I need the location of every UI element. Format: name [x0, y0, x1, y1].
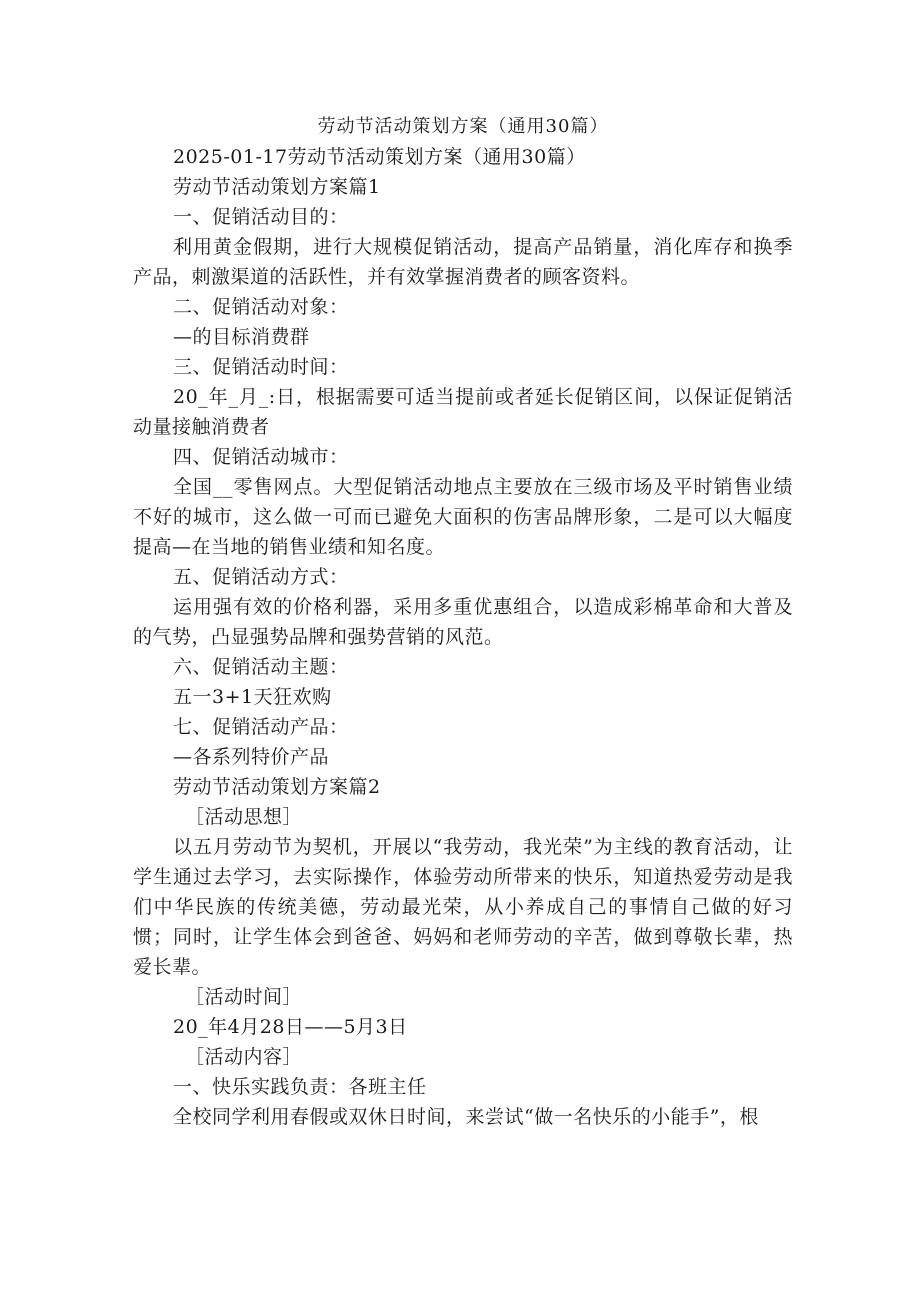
subheading: 四、促销活动城市： [173, 446, 349, 468]
document-body [133, 112, 793, 1132]
section-heading: 劳动节活动策划方案篇1 [173, 176, 381, 198]
subheading: 二、促销活动对象： [173, 296, 349, 318]
subheading: 三、促销活动时间： [173, 356, 349, 378]
paragraph: 五一3+1天狂欢购 [173, 686, 332, 708]
paragraph: 全国__零售网点。大型促销活动地点主要放在三级市场及平时销售业绩不好的城市，这么做一可而已避免大面积的伤害品牌形象，二是可以大幅度提高—在当地的销售业绩和知名度。 [133, 476, 793, 558]
date-line: 2025-01-17劳动节活动策划方案（通用30篇） [173, 146, 586, 168]
subheading: 七、促销活动产品： [173, 716, 349, 738]
paragraph: 利用黄金假期，进行大规模促销活动，提高产品销量，消化库存和换季产品，刺激渠道的活跃性，并有效掌握消费者的顾客资料。 [133, 236, 793, 288]
subheading: 六、促销活动主题： [173, 656, 349, 678]
paragraph: 全校同学利用春假或双休日时间，来尝试“做一名快乐的小能手”，根 [173, 1106, 759, 1128]
paragraph: —的目标消费群 [173, 326, 310, 348]
paragraph: 20_年_月_:日，根据需要可适当提前或者延长促销区间，以保证促销活动量接触消费者 [133, 386, 793, 438]
bracket-heading: ［活动内容］ [185, 1046, 303, 1068]
paragraph: 运用强有效的价格利器，采用多重优惠组合，以造成彩棉革命和大普及的气势，凸显强势品牌和强势营销的风范。 [133, 596, 793, 648]
document-title: 劳动节活动策划方案（通用30篇） [317, 116, 609, 137]
paragraph: 以五月劳动节为契机，开展以“我劳动，我光荣”为主线的教育活动，让学生通过去学习，去实际操作，体验劳动所带来的快乐，知道热爱劳动是我们中华民族的传统美德，劳动最光荣，从小养成自己的事情自己做的好习惯；同时，让学生体会到爸爸、妈妈和老师劳动的辛苦，做到尊敬长辈，热爱长辈。 [133, 836, 793, 978]
bracket-heading: ［活动时间］ [185, 986, 303, 1008]
subheading: 一、促销活动目的： [173, 206, 349, 228]
subheading: 一、快乐实践负责：各班主任 [173, 1076, 427, 1098]
paragraph: 20_年4月28日——5月3日 [173, 1016, 408, 1038]
bracket-heading: ［活动思想］ [185, 806, 303, 828]
section-heading: 劳动节活动策划方案篇2 [173, 776, 381, 798]
paragraph: —各系列特价产品 [173, 746, 330, 768]
subheading: 五、促销活动方式： [173, 566, 349, 588]
